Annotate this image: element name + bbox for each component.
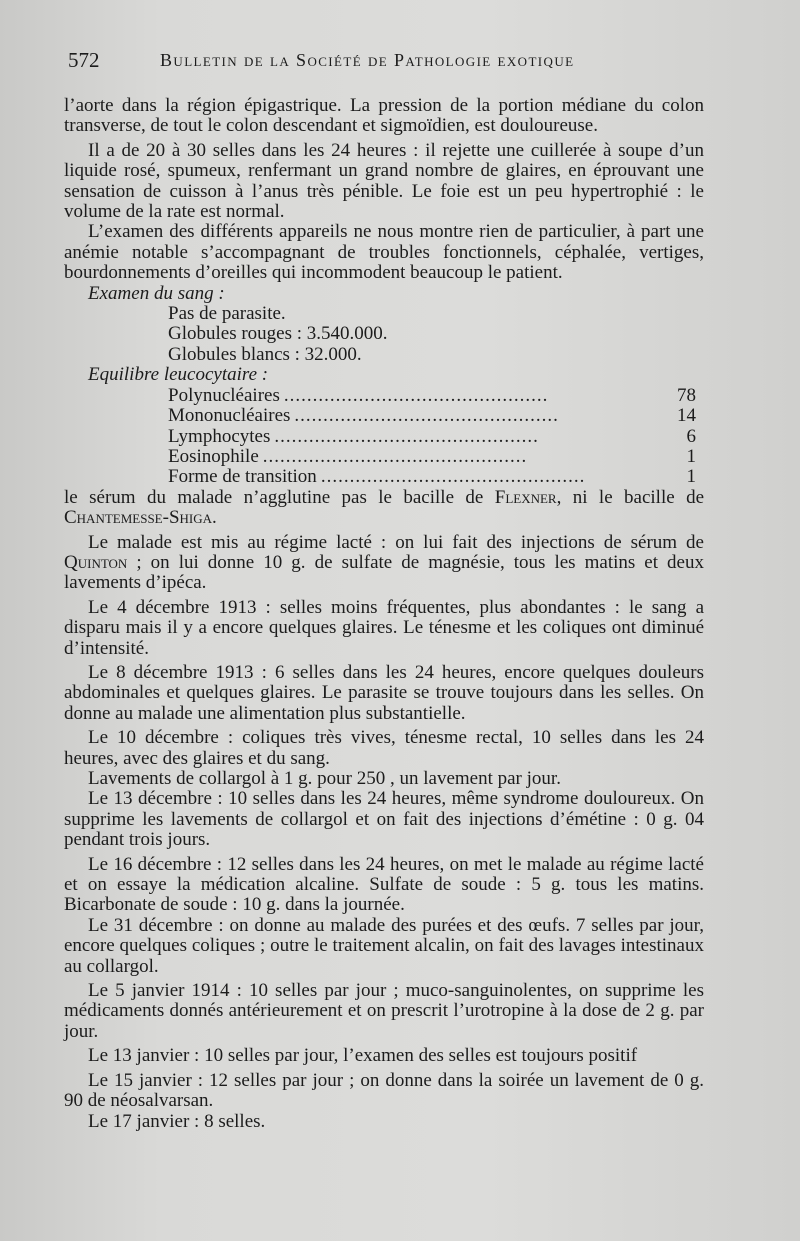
paragraph-31-decembre: Le 31 décembre : on donne au malade des purées et des œufs. 7 selles par jour, encore quelques coliques ; outre le traitement alcalin, on fait des lavages intestinaux au collargol. [64, 914, 704, 977]
leuco-label: Mononucléaires [168, 405, 291, 427]
leader-dots: .............................................. [262, 446, 528, 467]
blood-line-red-cells: Globules rouges : 3.540.000. [168, 323, 388, 345]
paragraph-15-janvier: Le 15 janvier : 12 selles par jour ; on donne dans la soirée un lavement de 0 g. 90 de néosalvarsan. [64, 1069, 704, 1112]
page-number: 572 [68, 48, 100, 72]
blood-exam-heading: Examen du sang : [88, 282, 225, 304]
paragraph-5-janvier: Le 5 janvier 1914 : 10 selles par jour ; muco-sanguinolentes, on supprime les médicaments donnés antérieurement et on prescrit l’urotropine à la dose de 2 g. par jour. [64, 980, 704, 1042]
paragraph-4-decembre: Le 4 décembre 1913 : selles moins fréquentes, plus abondantes : le sang a disparu mais il y a encore quelques glaires. Le ténesme et les coliques ont diminué d’intensité. [64, 596, 704, 659]
leuco-label: Forme de transition [168, 466, 317, 488]
leader-dots: .............................................. [294, 406, 559, 427]
leuco-label: Polynucléaires [168, 384, 280, 406]
leuco-value: 6 [686, 425, 696, 447]
leuco-row [64, 386, 704, 406]
leuco-value: 78 [677, 384, 696, 406]
leuco-row [64, 467, 704, 487]
name-quinton: Quinton [64, 551, 128, 573]
paragraph-10-decembre: Le 10 décembre : coliques très vives, ténesme rectal, 10 selles dans les 24 heures, avec des glaires et du sang. [64, 727, 704, 769]
leuco-heading: Equilibre leucocytaire : [88, 364, 269, 386]
leuco-label: Eosinophile [168, 445, 259, 467]
leader-dots: .............................................. [283, 385, 549, 406]
leader-dots: .............................................. [274, 426, 539, 447]
paragraph-13-janvier: Le 13 janvier : 10 selles par jour, l’examen des selles est toujours positif [88, 1045, 638, 1067]
running-title: Bulletin de la Société de Pathologie exotique [160, 50, 575, 70]
paragraph-16-decembre: Le 16 décembre : 12 selles dans les 24 heures, on met le malade au régime lacté et on essaye la médication alcaline. Sulfate de soude : 5 g. tous les matins. Bicarbonate de soude : 10 g. dans la journée. [64, 853, 704, 916]
paragraph-agglutination: le sérum du malade n’agglutine pas le bacille de Flexner, ni le bacille de Chantemesse-Shiga. [64, 486, 705, 529]
running-header [68, 48, 628, 78]
paragraph-8-decembre: Le 8 décembre 1913 : 6 selles dans les 24 heures, encore quelques douleurs abdominales et quelques glaires. Le parasite se trouve toujours dans les selles. On donne au malade une alimentation plus substantielle. [64, 661, 704, 724]
paragraph-regime: Le malade est mis au régime lacté : on lui fait des injections de sérum de Quinton ; on lui donne 10 g. de sulfate de magnésie, tous les matins et deux lavements d’ipéca. [64, 531, 704, 594]
paragraph-collargol: Lavements de collargol à 1 g. pour 250 , un lavement par jour. [88, 768, 561, 789]
leuco-label: Lymphocytes [168, 425, 271, 447]
name-chantemesse-shiga: Chantemesse-Shiga [64, 507, 213, 529]
paragraph-1: l’aorte dans la région épigastrique. La pression de la portion médiane du colon transverse, de tout le colon descendant et sigmoïdien, est douloureuse. [64, 95, 704, 137]
leader-dots: .............................................. [320, 467, 586, 488]
paragraph-17-janvier: Le 17 janvier : 8 selles. [88, 1110, 266, 1132]
paragraph-13-decembre: Le 13 décembre : 10 selles dans les 24 heures, même syndrome douloureux. On supprime les lavements de collargol et on fait des injections d’émétine : 0 g. 04 pendant trois jours. [64, 788, 704, 851]
leuco-value: 1 [686, 445, 696, 467]
name-flexner: Flexner [494, 486, 557, 508]
leuco-row [64, 427, 704, 447]
blood-line-white-cells: Globules blancs : 32.000. [168, 343, 362, 365]
paragraph-2: Il a de 20 à 30 selles dans les 24 heures : il rejette une cuillerée à soupe d’un liquide rosé, spumeux, renfermant un grand nombre de glaires, en éprouvant une sensation de cuisson à l’anus très pénible. Le foie est un peu hypertrophié : le volume de la rate est normal. [64, 139, 704, 223]
leuco-row [64, 406, 704, 426]
blood-line-parasite: Pas de parasite. [168, 303, 286, 325]
body-text [64, 96, 704, 1132]
paragraph-3: L’examen des différents appareils ne nous montre rien de particulier, à part une anémie notable s’accompagnant de troubles fonctionnels, céphalée, vertiges, bourdonnements d’oreilles qui incommodent beaucoup le patient. [64, 221, 704, 284]
leuco-value: 14 [677, 405, 696, 427]
leuco-row [64, 447, 704, 467]
leuco-value: 1 [686, 466, 696, 488]
